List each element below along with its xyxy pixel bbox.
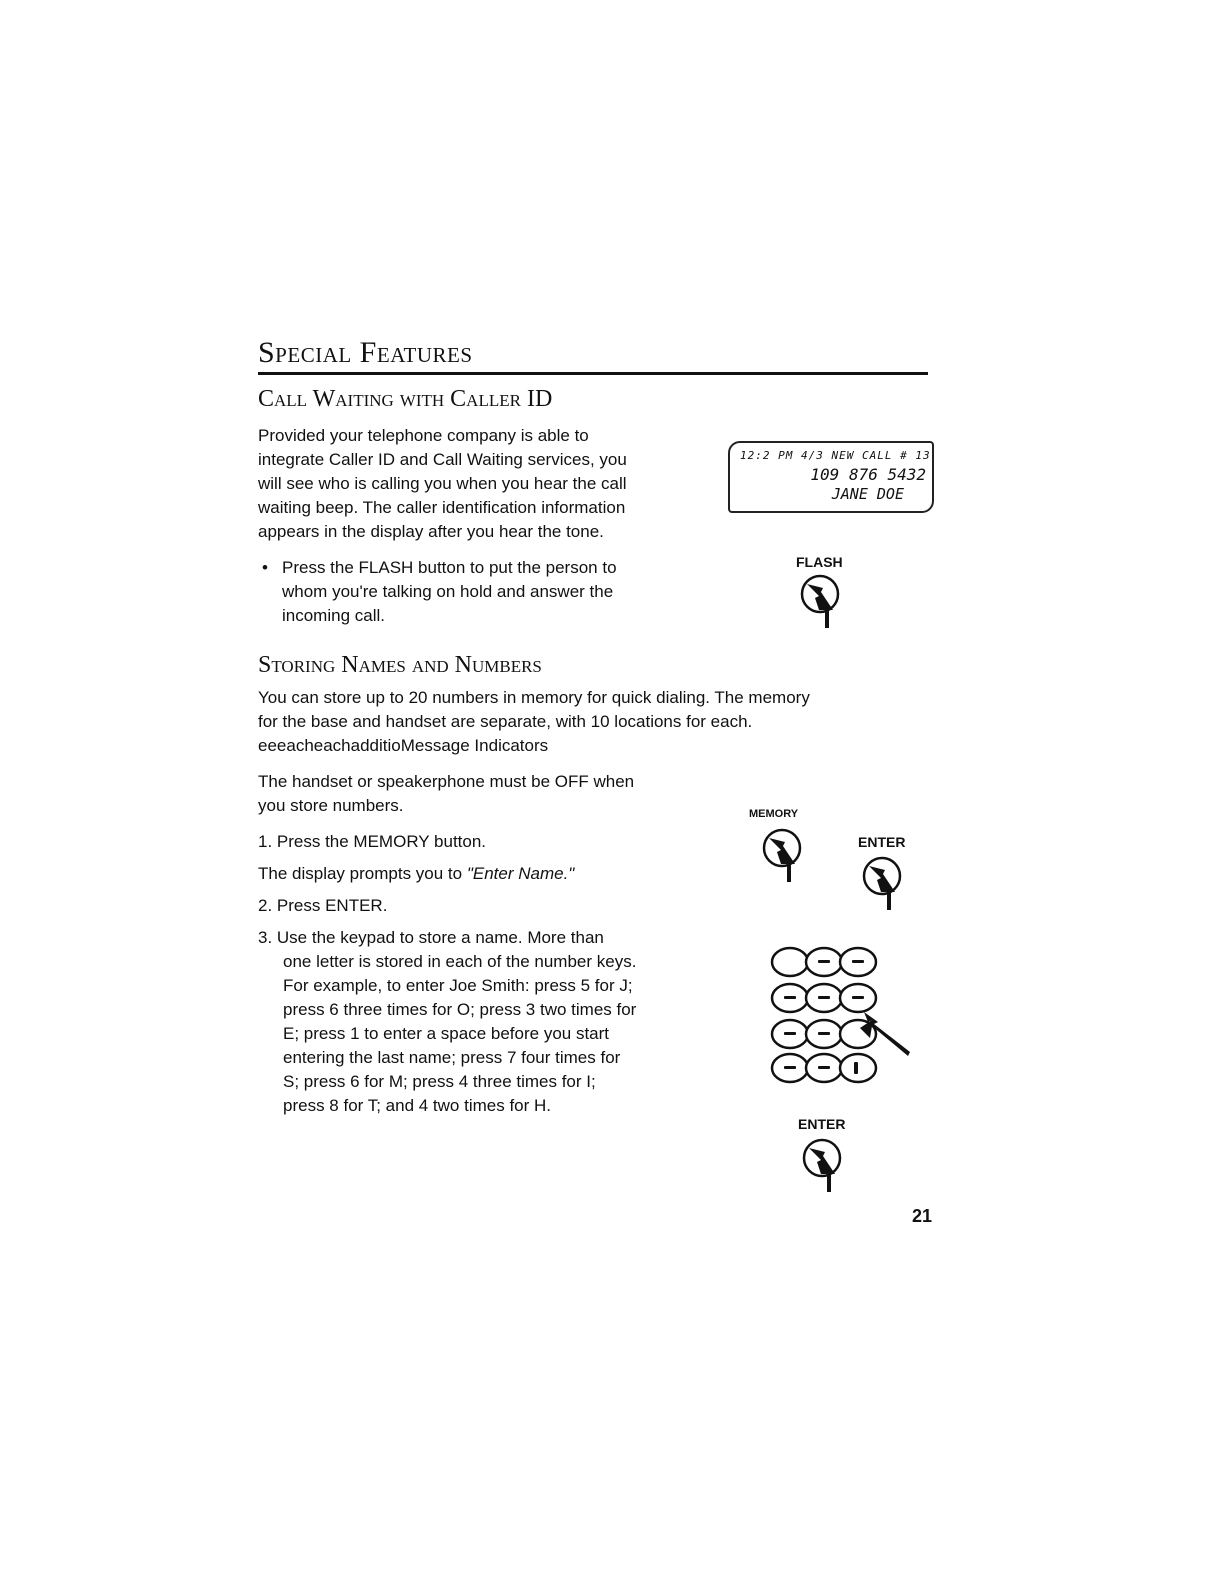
call-waiting-heading: Call Waiting with Caller ID bbox=[258, 386, 553, 412]
display-status-row: 12:2 PM 4/3 NEW CALL # 13 bbox=[740, 449, 931, 462]
display-number-row: 109 876 5432 bbox=[810, 465, 926, 484]
text-line: appears in the display after you hear the tone. bbox=[258, 522, 604, 541]
text-line: one letter is stored in each of the number keys. bbox=[283, 952, 637, 971]
memory-label: MEMORY bbox=[749, 808, 799, 820]
page-number: 21 bbox=[912, 1206, 933, 1226]
call-waiting-paragraph bbox=[258, 424, 627, 544]
prompt-prefix: The display prompts you to bbox=[258, 864, 467, 883]
text-line: You can store up to 20 numbers in memory for quick dialing. The memory bbox=[258, 688, 810, 707]
off-note bbox=[258, 770, 634, 818]
text-line: 3. Use the keypad to store a name. More than bbox=[258, 928, 604, 947]
text-line: press 6 three times for O; press 3 two times for bbox=[283, 1000, 637, 1019]
enter-press-icon-2 bbox=[797, 1136, 847, 1196]
step-2: 2. Press ENTER. bbox=[258, 896, 388, 915]
step-1: 1. Press the MEMORY button. bbox=[258, 832, 487, 851]
flash-bullet bbox=[258, 556, 708, 628]
caller-id-display bbox=[728, 441, 934, 513]
text-line: for the base and handset are separate, with 10 locations for each. bbox=[258, 712, 753, 731]
section-title: Special Features bbox=[258, 336, 473, 369]
text-line: incoming call. bbox=[282, 606, 385, 625]
text-line: For example, to enter Joe Smith: press 5 for J; bbox=[283, 976, 633, 995]
flash-label: FLASH bbox=[796, 554, 843, 570]
text-line: The handset or speakerphone must be OFF when bbox=[258, 772, 635, 791]
step-3 bbox=[258, 926, 636, 1118]
bullet-icon: • bbox=[262, 558, 268, 577]
flash-press-icon bbox=[795, 572, 845, 632]
keypad-illustration bbox=[768, 942, 918, 1092]
text-line: whom you're talking on hold and answer the bbox=[282, 582, 614, 601]
prompt-value: "Enter Name." bbox=[466, 864, 575, 883]
memory-press-icon bbox=[757, 826, 807, 886]
text-line: Provided your telephone company is able to bbox=[258, 426, 589, 445]
text-line: integrate Caller ID and Call Waiting services, you bbox=[258, 450, 627, 469]
storing-heading: Storing Names and Numbers bbox=[258, 652, 542, 678]
text-line: you store numbers. bbox=[258, 796, 404, 815]
text-line: entering the last name; press 7 four times for bbox=[283, 1048, 621, 1067]
text-line: S; press 6 for M; press 4 three times for I; bbox=[283, 1072, 596, 1091]
enter-label-2: ENTER bbox=[798, 1116, 846, 1132]
display-name-row: JANE DOE bbox=[831, 485, 904, 503]
enter-label: ENTER bbox=[858, 834, 906, 850]
storing-intro bbox=[258, 686, 810, 758]
enter-press-icon bbox=[857, 854, 907, 914]
text-line: waiting beep. The caller identification information bbox=[258, 498, 626, 517]
title-rule bbox=[258, 372, 928, 375]
text-line: Press the FLASH button to put the person to bbox=[282, 558, 617, 577]
text-line: E; press 1 to enter a space before you start bbox=[283, 1024, 610, 1043]
prompt-line bbox=[258, 862, 574, 886]
text-line: will see who is calling you when you hear the call bbox=[258, 474, 627, 493]
text-line: eeeacheachadditioMessage Indicators bbox=[258, 736, 549, 755]
text-line: press 8 for T; and 4 two times for H. bbox=[283, 1096, 552, 1115]
